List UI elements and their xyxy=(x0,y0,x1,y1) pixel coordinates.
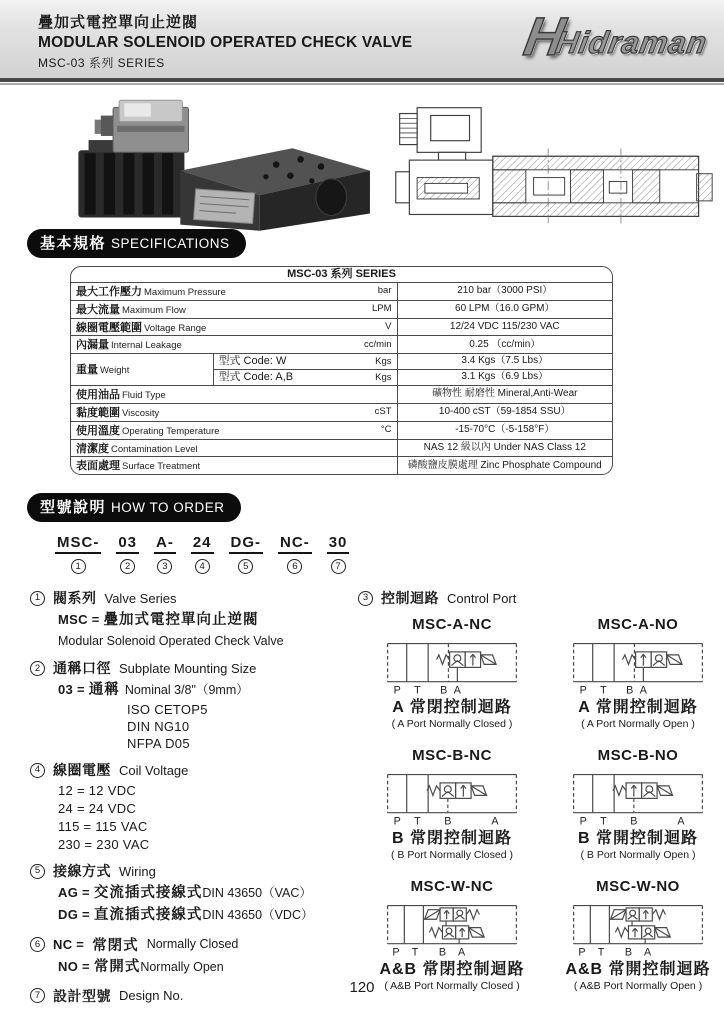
title-en: MODULAR SOLENOID OPERATED CHECK VALVE xyxy=(38,33,413,51)
product-photo-wrap xyxy=(58,95,374,235)
svg-text:T: T xyxy=(414,815,421,828)
svg-text:P: P xyxy=(392,946,400,959)
spec-row: 最大流量 Maximum Flow LPM 60 LPM（16.0 GPM） xyxy=(71,300,612,318)
spec-row: 表面處理 Surface Treatment 磷酸鹽皮膜處理 Zinc Phosphate Compound xyxy=(71,457,612,474)
valve-variant-cell: MSC-B-NO P T B A B 常開控制迴路 ( B Port Normally Open ) xyxy=(552,747,724,861)
order-badge-zh: 型號說明 xyxy=(40,499,107,517)
order-detail-columns xyxy=(30,588,724,1005)
circled-number: 6 xyxy=(287,559,302,574)
valve-symbol-A-NO xyxy=(566,634,710,696)
circled-number: 1 xyxy=(71,559,86,574)
valve-variant-cell: MSC-W-NC P T B A A&B 常閉控制迴路 ( A&B Port Normally Closed ) xyxy=(379,878,525,993)
control-port-grid xyxy=(366,616,724,992)
svg-text:P: P xyxy=(579,815,587,828)
circled-number: 7 xyxy=(331,559,346,574)
circled-number: 5 xyxy=(30,864,45,879)
circled-number: 5 xyxy=(238,559,253,574)
spec-row: 黏度範圍 Viscosity cST 10-400 cST（59-1854 SSU） xyxy=(71,403,612,421)
cross-section-wrap xyxy=(388,95,718,235)
spec-badge-en: SPECIFICATIONS xyxy=(111,236,230,251)
valve-variant-cell: MSC-W-NO P T B A A&B 常開控制迴路 ( A&B Port Normally Open ) xyxy=(565,878,711,993)
order-code-part: 03 2 xyxy=(116,534,139,574)
circled-number: 4 xyxy=(30,763,45,778)
svg-text:A: A xyxy=(643,946,652,959)
circled-number: 3 xyxy=(157,559,172,574)
svg-text:A: A xyxy=(639,684,647,697)
order-badge-en: HOW TO ORDER xyxy=(111,500,225,516)
page-header xyxy=(0,0,724,82)
order-code xyxy=(55,534,724,574)
order-item-2: 2 通稱口徑 Subplate Mounting Size 03 = 通稱 Nominal 3/8"（9mm） ISO CETOP5 DIN NG10 NFPA D05 xyxy=(30,658,354,751)
svg-text:T: T xyxy=(411,946,419,959)
spec-badge-zh: 基本規格 xyxy=(40,235,107,252)
spec-row: 內漏量 Internal Leakage cc/min 0.25 （cc/min） xyxy=(71,336,612,354)
circled-number: 2 xyxy=(120,559,135,574)
control-port-section xyxy=(354,588,724,1005)
spec-table-wrap xyxy=(70,266,613,475)
page-number: 120 xyxy=(349,979,375,996)
svg-text:B: B xyxy=(438,946,447,959)
order-code-part: DG- 5 xyxy=(229,534,264,574)
svg-text:B: B xyxy=(630,815,638,828)
brand-logo xyxy=(519,7,711,67)
spec-row: 清潔度 Contamination Level NAS 12 級以內 Under NAS Class 12 xyxy=(71,439,612,457)
logo-h-glyph: H xyxy=(519,7,570,67)
order-item-5: 5 接線方式 Wiring AG = 交流插式接線式DIN 43650（VAC） DG = 直流插式接線式DIN 43650（VDC） xyxy=(30,861,354,925)
order-code-part: 24 4 xyxy=(191,534,214,574)
svg-text:B: B xyxy=(440,684,448,697)
spec-row: 使用油品 Fluid Type 礦物性 耐磨性 Mineral,Anti-Wear xyxy=(71,386,612,404)
cross-section-drawing xyxy=(388,95,718,233)
svg-text:P: P xyxy=(393,815,401,828)
order-items-column xyxy=(30,588,354,1005)
spec-row-weight: 型式 Code: A,B Kgs 3.1 Kgs（6.9 Lbs） xyxy=(71,370,612,386)
svg-text:T: T xyxy=(600,815,607,828)
svg-text:A: A xyxy=(453,684,461,697)
svg-text:A: A xyxy=(677,815,685,828)
svg-text:P: P xyxy=(393,684,401,697)
specifications-badge xyxy=(27,229,246,258)
svg-text:A: A xyxy=(491,815,499,828)
svg-text:P: P xyxy=(578,946,586,959)
circled-number: 4 xyxy=(195,559,210,574)
circled-number: 7 xyxy=(30,988,45,1003)
header-divider xyxy=(0,83,724,85)
order-code-part: MSC- 1 xyxy=(55,534,101,574)
svg-text:A: A xyxy=(457,946,466,959)
spec-title-row xyxy=(71,267,612,283)
svg-text:T: T xyxy=(597,946,605,959)
product-photo xyxy=(58,95,374,233)
spec-table xyxy=(71,267,612,474)
order-item-1: 1 閥系列 Valve Series MSC = 疊加式電控單向止逆閥 Modular Solenoid Operated Check Valve xyxy=(30,588,354,649)
control-port-heading: 3 控制迴路 Control Port xyxy=(358,588,724,608)
order-item-6: 6 NC = 常閉式 Normally Closed NO = 常開式Normally Open xyxy=(30,934,354,977)
circled-number: 3 xyxy=(358,591,373,606)
circled-number: 2 xyxy=(30,661,45,676)
logo-wordmark: Hidraman xyxy=(552,25,711,61)
spec-row: 線圈電壓範圍 Voltage Range V 12/24 VDC 115/230 VAC xyxy=(71,318,612,336)
svg-text:B: B xyxy=(444,815,452,828)
product-images-row xyxy=(58,95,710,235)
spec-table-title: MSC-03 系列 SERIES xyxy=(71,267,612,283)
valve-variant-cell: MSC-B-NC P T B A B 常閉控制迴路 ( B Port Normally Closed ) xyxy=(366,747,538,861)
order-code-part: 30 7 xyxy=(327,534,350,574)
valve-symbol-W-NC xyxy=(380,896,524,958)
valve-variant-cell: MSC-A-NC P T B A A 常閉控制迴路 ( A Port Normally Closed ) xyxy=(366,616,538,730)
valve-symbol-B-NO xyxy=(566,765,710,827)
svg-text:B: B xyxy=(624,946,633,959)
svg-text:B: B xyxy=(626,684,634,697)
circled-number: 1 xyxy=(30,591,45,606)
how-to-order-badge xyxy=(27,493,241,522)
spec-row: 最大工作壓力 Maximum Pressure bar 210 bar（3000 PSI） xyxy=(71,283,612,301)
valve-variant-cell: MSC-A-NO P T B A A 常開控制迴路 ( A Port Normally Open ) xyxy=(552,616,724,730)
svg-text:T: T xyxy=(414,684,421,697)
spec-row-weight: 重量 Weight 型式 Code: W Kgs 3.4 Kgs（7.5 Lbs） xyxy=(71,354,612,370)
svg-text:P: P xyxy=(579,684,587,697)
order-item-7: 7 設計型號 Design No. xyxy=(30,986,354,1006)
valve-symbol-B-NC xyxy=(380,765,524,827)
valve-symbol-A-NC xyxy=(380,634,524,696)
spec-row: 使用溫度 Operating Temperature °C -15-70°C（-5-158°F） xyxy=(71,421,612,439)
circled-number: 6 xyxy=(30,937,45,952)
series-label: MSC-03 系列 SERIES xyxy=(38,56,165,71)
order-code-part: NC- 6 xyxy=(278,534,312,574)
title-zh: 疊加式電控單向止逆閥 xyxy=(38,14,199,31)
svg-text:T: T xyxy=(600,684,607,697)
valve-symbol-W-NO xyxy=(566,896,710,958)
order-item-4: 4 線圈電壓 Coil Voltage 12 = 12 VDC 24 = 24 VDC 115 = 115 VAC 230 = 230 VAC xyxy=(30,760,354,852)
order-code-part: A- 3 xyxy=(154,534,176,574)
